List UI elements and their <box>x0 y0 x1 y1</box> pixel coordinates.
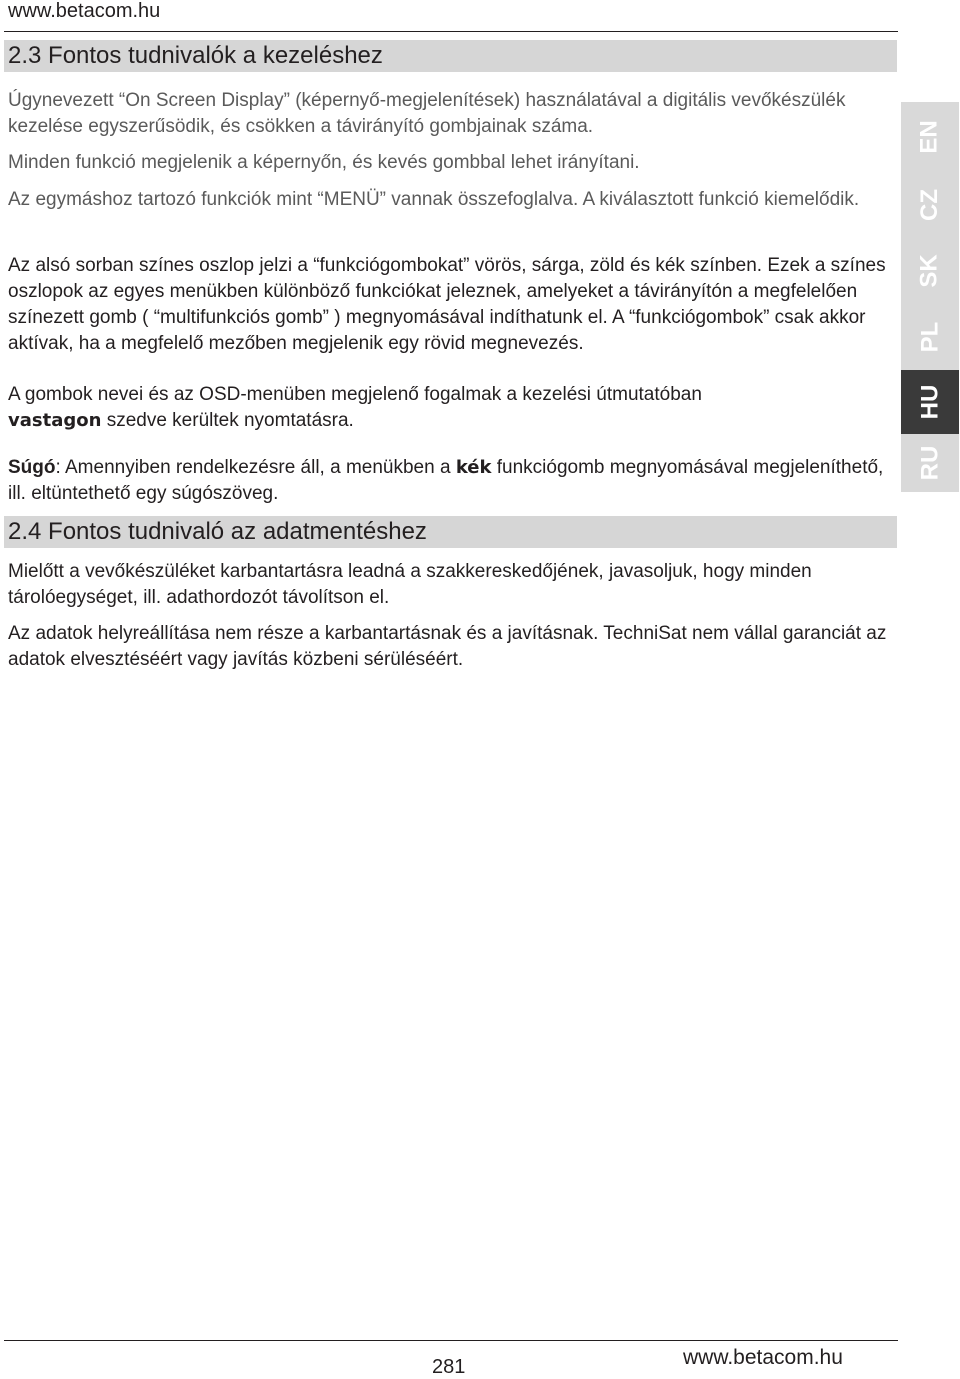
language-tab-ru[interactable]: RU <box>915 445 943 481</box>
bold-word: vastagon <box>8 410 102 431</box>
section-heading-2-4: 2.4 Fontos tudnivaló az adatmentéshez <box>4 516 897 548</box>
language-tab-pl[interactable]: PL <box>915 321 943 353</box>
language-tab-cz[interactable]: CZ <box>916 189 943 221</box>
language-tab-sk[interactable]: SK <box>916 254 943 288</box>
top-divider <box>4 31 898 32</box>
help-bold-word: kék <box>455 457 492 478</box>
paragraph-menu: Az egymáshoz tartozó funkciók mint “MENÜ” vannak összefoglalva. A kiválasztott funkció kiemelődik. <box>8 189 860 210</box>
paragraph-function-keys: Az alsó sorban színes oszlop jelzi a “funkciógombokat” vörös, sárga, zöld és kék színben. Ezek a színes oszlopok az egyes menükben különböző funkciókat jeleznek, amelyeket a távirányítón a megfelelően színezett gomb ( “multifunkciós gomb” ) megnyomásával indíthatunk el. A “funkciógombok” csak akkor aktívak, ha a megfelelő mezőben megjelenik egy rövid megnevezés. <box>8 255 886 354</box>
language-sidebar <box>901 102 959 492</box>
page-number: 281 <box>432 1356 466 1378</box>
bold-note-tail: szedve kerültek nyomtatásra. <box>101 410 354 431</box>
language-tab-en[interactable]: EN <box>916 120 943 154</box>
help-text-2: funkciógomb megnyomásával megjeleníthető, ill. eltüntethető egy súgószöveg. <box>8 457 884 504</box>
paragraph-bold-note <box>8 382 893 434</box>
footer-url: www.betacom.hu <box>683 1346 843 1369</box>
paragraph-data-backup: Mielőtt a vevőkészüléket karbantartásra leadná a szakkereskedőjének, javasoljuk, hogy minden tárolóegységet, ill. adathordozót távolítson el. <box>8 561 812 608</box>
bottom-divider <box>4 1340 898 1341</box>
bold-note-text: A gombok nevei és az OSD-menüben megjelenő fogalmak a kezelési útmutatóban <box>8 384 702 405</box>
paragraph-osd-intro: Úgynevezett “On Screen Display” (képernyő-megjelenítések) használatával a digitális vevőkészülék kezelése egyszerűsödik, és csökken a távirányító gombjainak száma. <box>8 90 846 137</box>
paragraph-data-recovery: Az adatok helyreállítása nem része a karbantartásnak és a javításnak. TechniSat nem vállal garanciát az adatok elvesztéséért vagy javítás közbeni sérüléséért. <box>8 623 887 670</box>
paragraph-functions: Minden funkció megjelenik a képernyőn, és kevés gombbal lehet irányítani. <box>8 152 640 173</box>
help-text-1: : Amennyiben rendelkezésre áll, a menükben a <box>55 457 456 478</box>
help-label: Súgó <box>8 457 56 478</box>
header-url: www.betacom.hu <box>8 0 161 22</box>
section-heading-2-3: 2.3 Fontos tudnivalók a kezeléshez <box>4 40 897 72</box>
paragraph-help <box>8 455 893 507</box>
language-tab-hu[interactable]: HU <box>901 370 959 434</box>
